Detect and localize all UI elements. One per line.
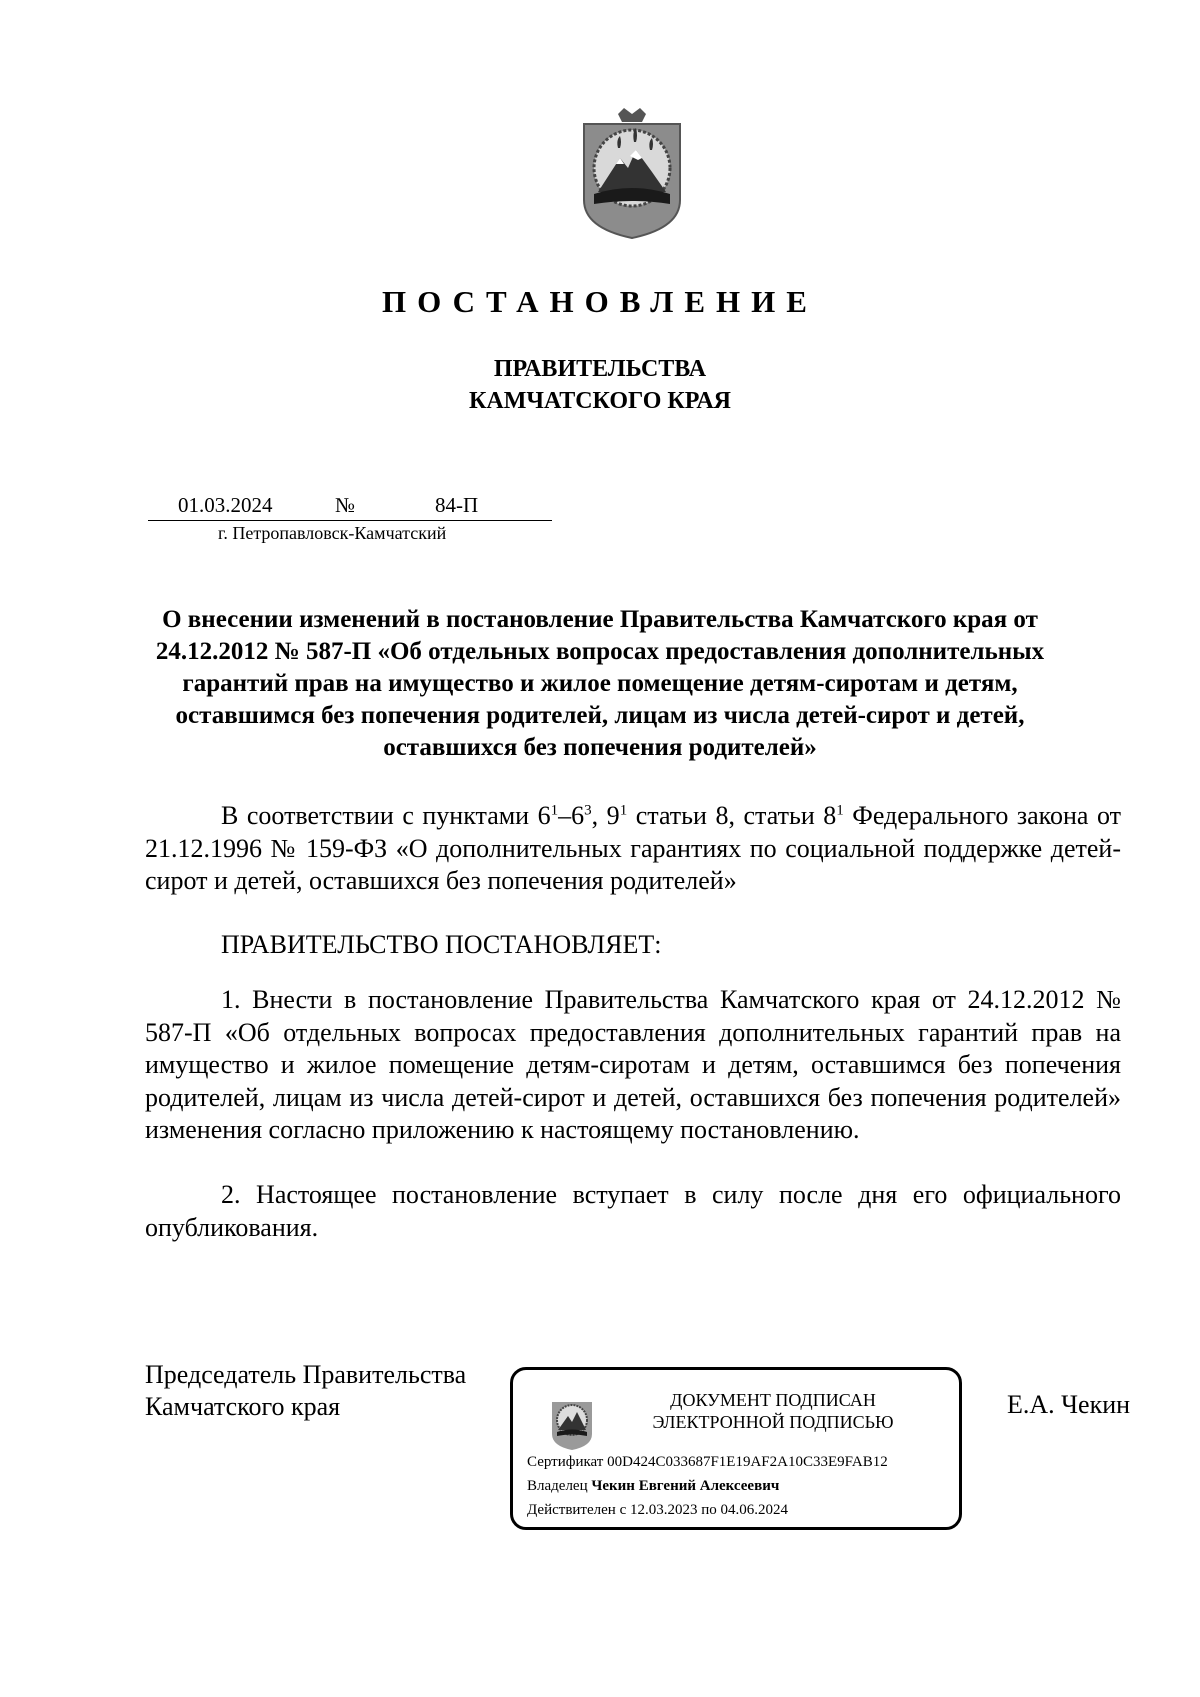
validity-line: [527, 1502, 788, 1519]
certificate-value: 00D424C033687F1E19AF2A10C33E9FAB12: [607, 1454, 888, 1470]
validity-label: Действителен: [527, 1502, 616, 1518]
valid-to-value: 04.06.2024: [720, 1502, 789, 1518]
signatory-position-line-2: Камчатского края: [145, 1392, 341, 1421]
superscript: 1: [619, 802, 628, 819]
signatory-position-line-1: Председатель Правительства: [145, 1360, 467, 1389]
valid-to-label: по: [701, 1502, 717, 1518]
signatory-position: [145, 1359, 466, 1423]
stamp-title-line-2: ЭЛЕКТРОННОЙ ПОДПИСЬЮ: [652, 1412, 894, 1432]
superscript: 1: [550, 802, 559, 819]
electronic-signature-stamp: [510, 1367, 962, 1530]
signatory-name: Е.А. Чекин: [1007, 1390, 1131, 1419]
issuer-line-2: КАМЧАТСКОГО КРАЯ: [468, 388, 732, 414]
item-2: 2. Настоящее постановление вступает в силу после дня его официального опубликования.: [145, 1180, 1121, 1242]
certificate-label: Сертификат: [527, 1454, 604, 1470]
issuer-line-1: ПРАВИТЕЛЬСТВА: [493, 356, 707, 382]
valid-from-label: с: [619, 1502, 627, 1518]
document-number: 84-П: [435, 493, 479, 517]
coat-of-arms-icon: [580, 108, 684, 240]
preamble-text: В соответствии с пунктами 6: [221, 801, 551, 830]
preamble-text: –6: [558, 801, 585, 830]
valid-from-value: 12.03.2023: [629, 1502, 698, 1518]
stamp-emblem-icon: [549, 1396, 595, 1450]
document-heading: О внесении изменений в постановление Правительства Камчатского края от 24.12.2012 № 587-П «Об отдельных вопросах предоставления дополнительных гарантий прав на имущество и жилое помещение детям-сиротам и детям, оставшимся без попечения родителей, лицам из числа детей-сирот и детей, оставшихся без попечения родителей»: [155, 606, 1045, 761]
document-type-title: ПОСТАНОВЛЕНИЕ: [382, 284, 818, 319]
owner-line: [527, 1478, 779, 1495]
preamble-text: статьи 8, статьи 8: [627, 801, 837, 830]
preamble-paragraph: [145, 800, 1121, 898]
stamp-title-line-1: ДОКУМЕНТ ПОДПИСАН: [670, 1390, 876, 1410]
document-date: 01.03.2024: [178, 493, 273, 517]
owner-value: Чекин Евгений Алексеевич: [591, 1478, 780, 1494]
preamble-text: , 9: [591, 801, 620, 830]
certificate-line: [527, 1454, 888, 1471]
city: г. Петропавловск-Камчатский: [218, 523, 447, 543]
date-number-underline: [148, 520, 552, 521]
superscript: 1: [836, 802, 844, 819]
number-sign: №: [335, 493, 356, 517]
superscript: 3: [584, 802, 592, 819]
owner-label: Владелец: [527, 1478, 588, 1494]
preamble-text: Федерального закона от 21.12.1996 № 159-ФЗ «О дополнительных гарантиях по социальной поддержке детей-сирот и детей, оставшихся без попечения родителей»: [145, 801, 1122, 895]
item-1: 1. Внести в постановление Правительства Камчатского края от 24.12.2012 № 587-П «Об отдельных вопросах предоставления дополнительных гарантий прав на имущество и жилое помещение детям-сиротам и детям, оставшимся без попечения родителей, лицам из числа детей-сирот и детей, оставшихся без попечения родителей» изменения согласно приложению к настоящему постановлению.: [145, 985, 1121, 1144]
resolves-line: ПРАВИТЕЛЬСТВО ПОСТАНОВЛЯЕТ:: [221, 930, 662, 959]
